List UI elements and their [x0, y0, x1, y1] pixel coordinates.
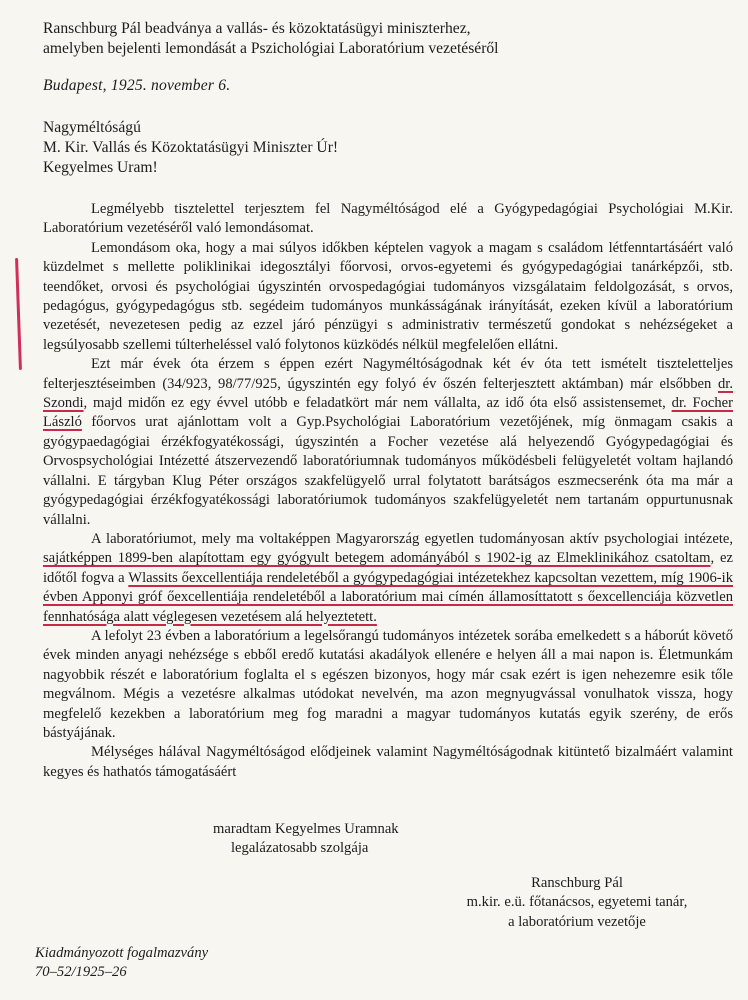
salutation-line-3: Kegyelmes Uram! [43, 159, 158, 176]
signature-name: Ranschburg Pál [531, 875, 623, 891]
underlined-text: dr. Szondi [43, 375, 733, 412]
signature-role: a laboratórium vezetője [508, 913, 646, 930]
archive-footnote [35, 944, 208, 983]
salutation [43, 118, 338, 178]
margin-annotation-mark [15, 258, 21, 370]
underlined-text: sajátképpen 1899-ben alapítottam egy gyógyult betegem adományából s 1902-ig az Elmeklinikához csatoltam [43, 550, 711, 567]
document-title [43, 19, 723, 59]
title-line-1: Ranschburg Pál beadványa a vallás- és közoktatásügyi miniszterhez, [43, 20, 471, 37]
body-paragraph [43, 355, 733, 530]
underlined-text: dr. Focher László [43, 395, 733, 431]
closing [213, 820, 399, 859]
closing-line-2: legalázatosabb szolgája [231, 840, 369, 857]
salutation-line-2: M. Kir. Vallás és Közoktatásügyi Miniszter Úr! [43, 139, 339, 156]
body-paragraph [43, 627, 733, 743]
footnote-label: Kiadmányozott fogalmazvány [35, 945, 209, 961]
closing-line-1: maradtam Kegyelmes Uramnak [213, 821, 399, 837]
body-paragraph [43, 743, 733, 782]
paragraph-text: A laboratóriumot, mely ma voltaképpen Magyarország egyetlen tudományosan aktív psychologiai intézete, [91, 530, 733, 547]
paragraph-text: Lemondásom oka, hogy a mai súlyos időkben képtelen vagyok a magam s családom létfenntartásáért való küzdelmet s mellette poliklinikai idegosztályi főorvosi, orvos-egyetemi és gyógypedagógiai tanárképzői, stb. teendőket, orvosi és psychológiai úgyszintén orvospedagógiai tudományos vizsgálataim feldolgozását, s orvos, pedagógus, gyógypedagógus stb. segédeim tudományos munkásságának irányítását, ezeken kívül a laboratórium vezetését, nevezetesen pedig az ezzel járó pénzügyi s administrativ természetű gondokat s nehézségeket a legsúlyosabb szellemi túlterheléssel való folytonos küzködés nélkül megfelelően ellátni. [43, 239, 733, 353]
salutation-line-1: Nagyméltóságú [43, 119, 141, 136]
paragraph-text: főorvos urat ajánlottam volt a Gyp.Psychológiai Laboratórium vezetőjének, míg önmagam csakis a gyógypaedagógiai érzékfogyatékossági, úgyszintén a Focher vezetése alá helyezendő Gyógypedagógiai és Orvospsychológiai Intézetté átszervezendő laboratóriumnak tudományos működésbeli felügyeletét voltam hajlandó vállalni. E tárgyban Klug Péter országos szakfelügyelő urral folytatott barátságos eszmecserénk óta ma már a gyógypedagógiai érzékfogyatékossági laboratóriumok tudományos szakfelügyeletét nem tartanám oppurtunusnak vállalni. [43, 414, 733, 528]
paragraph-text: Legmélyebb tisztelettel terjesztem fel Nagyméltóságod elé a Gyógypedagógiai Psychológiai M.Kir. Laboratórium vezetéséről való lemondásomat. [43, 201, 733, 237]
signature-block [432, 874, 722, 932]
letter-body [43, 200, 733, 782]
signature-title: m.kir. e.ü. főtanácsos, egyetemi tanár, [466, 894, 688, 911]
place-date: Budapest, 1925. november 6. [43, 77, 231, 94]
paragraph-text: , ez időtől fogva a [43, 550, 733, 586]
title-line-2: amelyben bejelenti lemondását a Pszichológiai Laboratórium vezetéséről [43, 40, 499, 57]
body-paragraph [43, 200, 733, 239]
footnote-reference: 70–52/1925–26 [35, 964, 127, 981]
paragraph-text: , majd midőn ez egy évvel utóbb e feladatkört már nem vállalta, az idő óta első assistensemet, [83, 395, 672, 412]
body-paragraph [43, 530, 733, 627]
paragraph-text: Ezt már évek óta érzem s éppen ezért Nagyméltóságodnak két év óta tett ismételt tiszteletteljes felterjesztéseimben (34/923, 98/77/925, úgyszintén egy folyó év őszén felterjesztett aktámban) már elsőbben [43, 356, 733, 392]
paragraph-text: A lefolyt 23 évben a laboratórium a legelsőrangú tudományos intézetek sorába emelkedett s a háborút követő évek minden anyagi nehézsége s ebből eredő kutatási akadályok ellenére e helyen áll a mai napon is. Életmunkám nagyobbik részét e laboratórium foglalta el s egészen bizonyos, hogy már csak ezért is igen nehezemre esik tőle megválnom. Mégis a vezetésre alkalmas utódokat nevelvén, ma azon megnyugvással vonulhatok vissza, hogy megfelelő kezekben a laboratórium meg fog maradni a magyar tudományos kutatás egyik szerény, de erős bástyájának. [43, 627, 733, 741]
body-paragraph [43, 239, 733, 355]
paragraph-text: Mélységes hálával Nagyméltóságod elődjeinek valamint Nagyméltóságodnak kitüntető bizalmáért valamint kegyes és hathatós támogatásáért [43, 744, 733, 780]
underlined-text: Wlassits őexcellentiája rendeletéből a gyógypedagógiai intézetekhez kapcsoltan vezettem, míg 1906-ik évben Apponyi gróf őexcellentiája rendeletéből a laboratórium mai címén államosíttatott s őexcellenciája közvetlen fennhatósága alatt véglegesen vezetésem alá helyeztetett. [43, 569, 733, 625]
